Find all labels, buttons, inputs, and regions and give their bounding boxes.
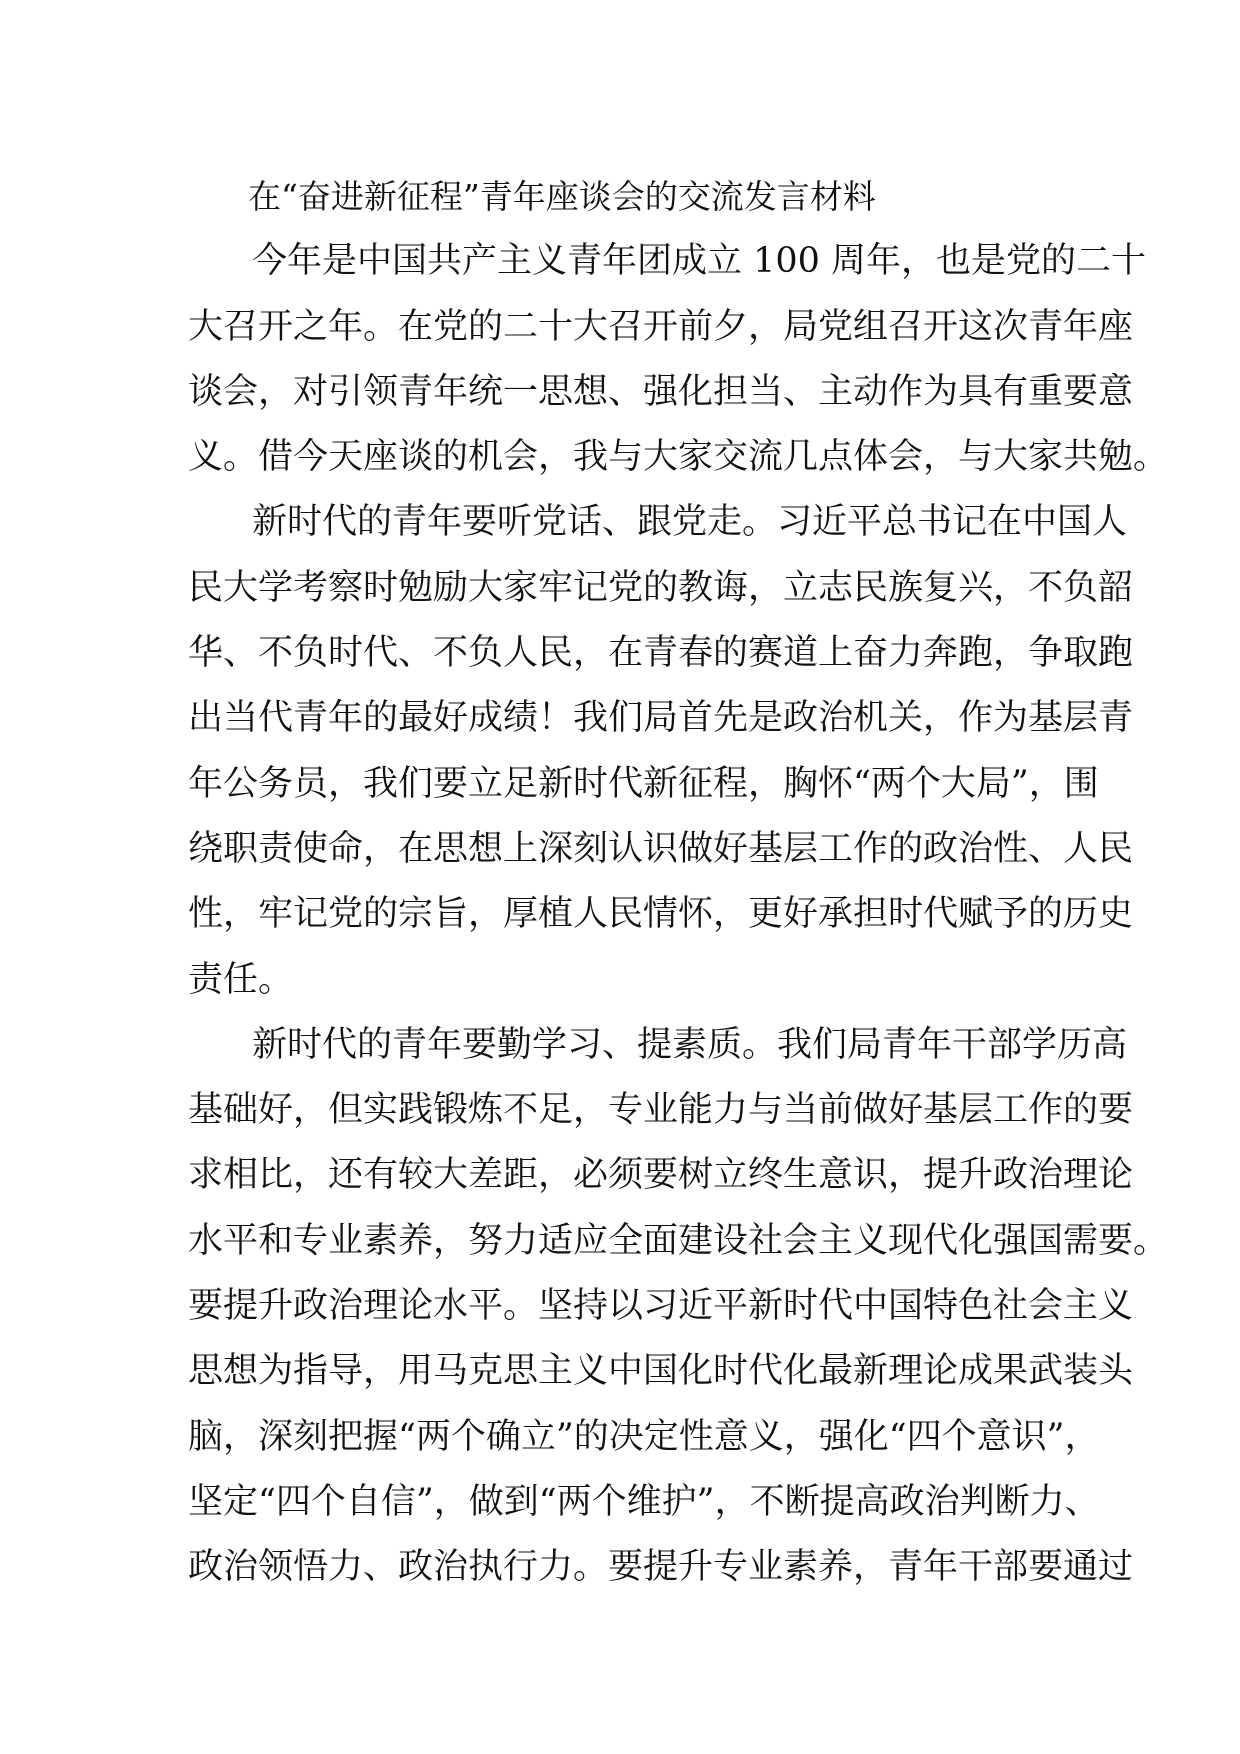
- paragraph-line: 脑，深刻把握“两个确立”的决定性意义，强化“四个意识”，: [188, 1416, 1100, 1457]
- paragraph-line: 义。借今天座谈的机会，我与大家交流几点体会，与大家共勉。: [188, 437, 1169, 478]
- document-body: [188, 164, 1169, 1601]
- paragraph-line: 性，牢记党的宗旨，厚植人民情怀，更好承担时代赋予的历史: [188, 894, 1134, 935]
- paragraph-line: 水平和专业素养，努力适应全面建设社会主义现代化强国需要。: [188, 1220, 1169, 1261]
- paragraph-line: 今年是中国共产主义青年团成立 100 周年，也是党的二十: [252, 241, 1147, 282]
- document-title: 在“奋进新征程”青年座谈会的交流发言材料: [248, 177, 876, 216]
- paragraph-line: 新时代的青年要听党话、跟党走。习近平总书记在中国人: [252, 502, 1128, 543]
- paragraph-2: [188, 490, 1134, 1012]
- paragraph-line: 思想为指导，用马克思主义中国化时代化最新理论成果武装头: [188, 1351, 1134, 1392]
- paragraph-line: 坚定“四个自信”，做到“两个维护”，不断提高政治判断力、: [188, 1481, 1100, 1522]
- paragraph-line: 责任。: [188, 959, 294, 1000]
- paragraph-3: [188, 1013, 1169, 1601]
- paragraph-line: 民大学考察时勉励大家牢记党的教诲，立志民族复兴，不负韶: [188, 567, 1134, 608]
- paragraph-line: 政治领悟力、政治执行力。要提升专业素养，青年干部要通过: [188, 1547, 1134, 1588]
- paragraph-line: 求相比，还有较大差距，必须要树立终生意识，提升政治理论: [188, 1155, 1134, 1196]
- paragraph-line: 年公务员，我们要立足新时代新征程，胸怀“两个大局”，围: [188, 763, 1099, 804]
- paragraph-line: 谈会，对引领青年统一思想、强化担当、主动作为具有重要意: [188, 371, 1134, 412]
- paragraph-1: [188, 229, 1169, 490]
- paragraph-line: 大召开之年。在党的二十大召开前夕，局党组召开这次青年座: [188, 306, 1134, 347]
- paragraph-line: 出当代青年的最好成绩！我们局首先是政治机关，作为基层青: [188, 698, 1134, 739]
- paragraph-line: 华、不负时代、不负人民，在青春的赛道上奋力奔跑，争取跑: [188, 633, 1134, 674]
- paragraph-line: 绕职责使命，在思想上深刻认识做好基层工作的政治性、人民: [188, 828, 1134, 869]
- paragraph-line: 新时代的青年要勤学习、提素质。我们局青年干部学历高: [252, 1024, 1128, 1065]
- paragraph-line: 基础好，但实践锻炼不足，专业能力与当前做好基层工作的要: [188, 1090, 1134, 1131]
- paragraph-line: 要提升政治理论水平。坚持以习近平新时代中国特色社会主义: [188, 1286, 1134, 1327]
